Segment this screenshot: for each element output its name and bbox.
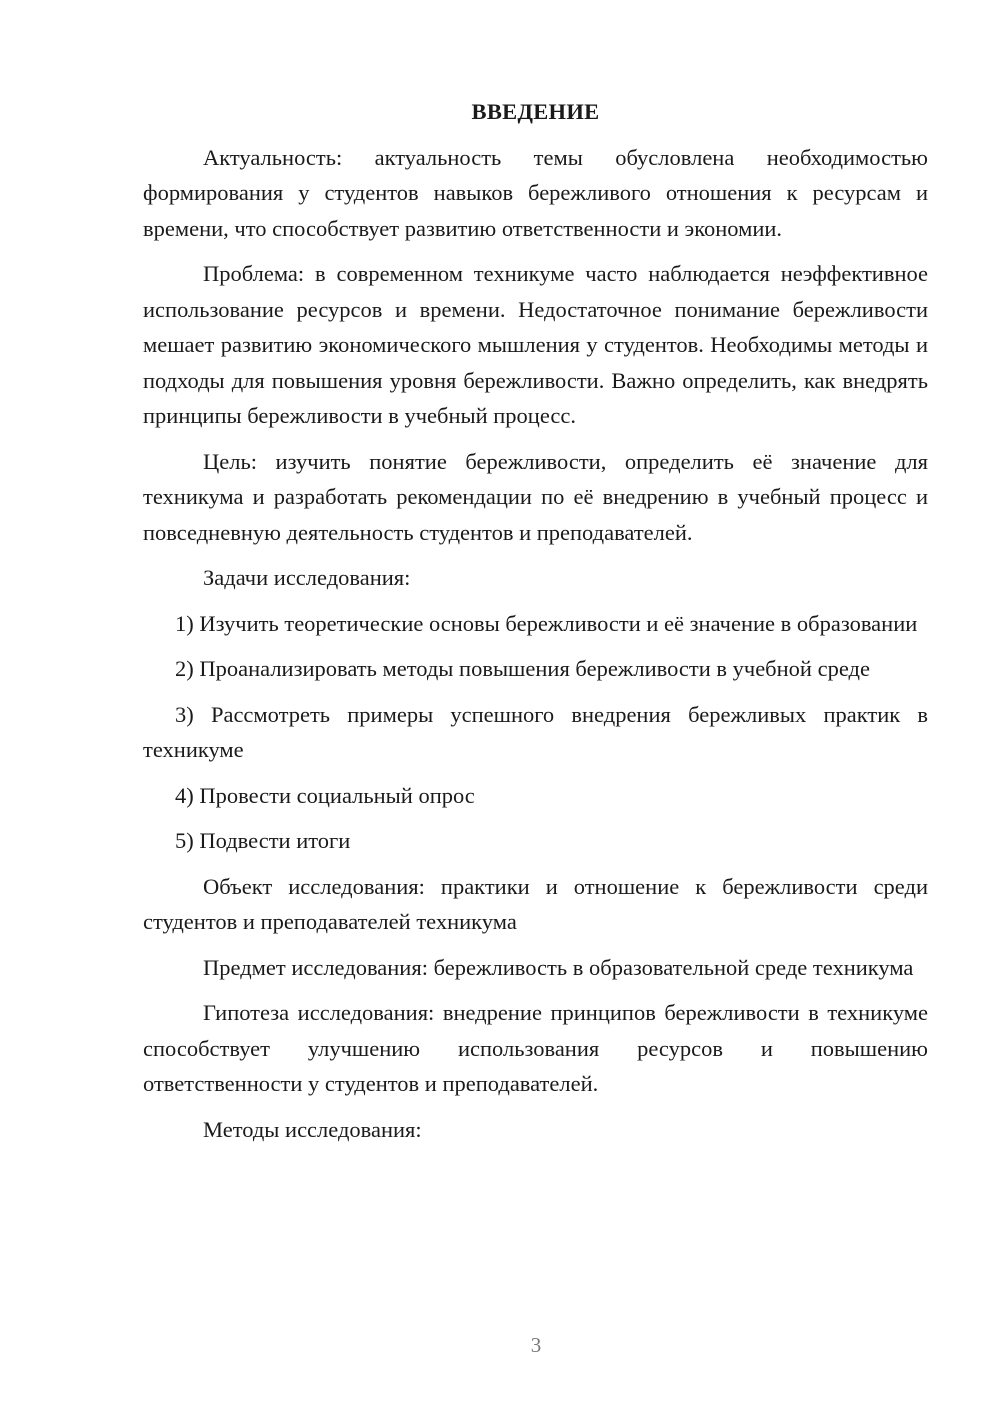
goal-paragraph: Цель: изучить понятие бережливости, определить её значение для техникума и разработать рекомендации по её внедрению в учебный процесс и повседневную деятельность студентов и преподавателей. <box>143 448 928 545</box>
task-item-1: 1) Изучить теоретические основы бережливости и её значение в образовании <box>175 610 918 636</box>
relevance-paragraph: Актуальность: актуальность темы обусловлена необходимостью формирования у студентов навыков бережливого отношения к ресурсам и времени, что способствует развитию ответственности и экономии. <box>143 144 928 241</box>
page-number: 3 <box>530 1333 542 1357</box>
tasks-heading: Задачи исследования: <box>203 565 411 590</box>
methods-heading: Методы исследования: <box>203 1116 422 1142</box>
subject-paragraph: Предмет исследования: бережливость в образовательной среде техникума <box>203 954 914 980</box>
hypothesis-paragraph: Гипотеза исследования: внедрение принципов бережливости в техникуме способствует улучшению использования ресурсов и повышению ответственности у студентов и преподавателей. <box>143 1000 928 1096</box>
task-item-2: 2) Проанализировать методы повышения бережливости в учебной среде <box>175 656 870 681</box>
problem-paragraph: Проблема: в современном техникуме часто наблюдается неэффективное использование ресурсов и времени. Недостаточное понимание бережливости мешает развитию экономического мышления у студентов. Необходимы методы и подходы для повышения уровня бережливости. Важно определить, как внедрять принципы бережливости в учебный процесс. <box>143 261 928 428</box>
page-content <box>143 94 928 1157</box>
section-title: ВВЕДЕНИЕ <box>471 99 600 124</box>
task-item-4: 4) Провести социальный опрос <box>175 782 475 808</box>
object-paragraph: Объект исследования: практики и отношение к бережливости среди студентов и преподавателей техникума <box>143 873 928 934</box>
task-item-5: 5) Подвести итоги <box>175 828 351 853</box>
task-item-3: 3) Рассмотреть примеры успешного внедрения бережливых практик в техникуме <box>143 701 928 762</box>
